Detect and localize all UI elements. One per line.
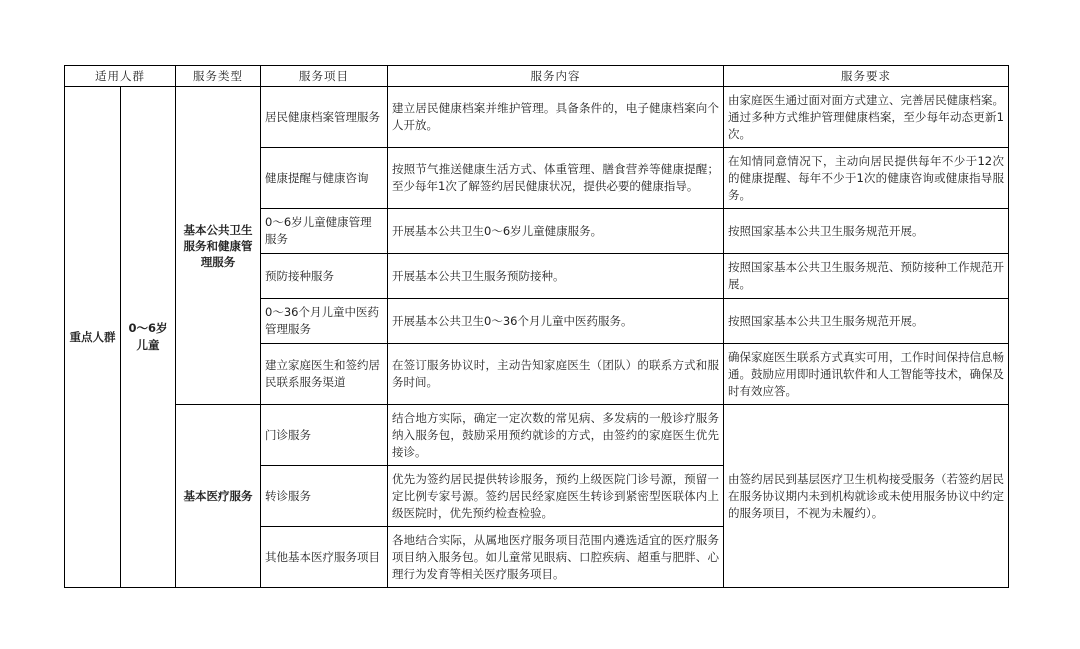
service-item: 转诊服务 — [261, 466, 388, 527]
service-item: 0～36个月儿童中医药管理服务 — [261, 299, 388, 344]
service-type-medical: 基本医疗服务 — [176, 405, 261, 588]
service-item: 其他基本医疗服务项目 — [261, 527, 388, 588]
service-content: 开展基本公共卫生服务预防接种。 — [388, 254, 724, 299]
service-requirement-medical: 由签约居民到基层医疗卫生机构接受服务（若签约居民在服务协议期内未到机构就诊或未使用服务协议中约定的服务项目，不视为未履约）。 — [724, 405, 1009, 588]
service-content: 结合地方实际，确定一定次数的常见病、多发病的一般诊疗服务纳入服务包，鼓励采用预约就诊的方式，由签约的家庭医生优先接诊。 — [388, 405, 724, 466]
header-population: 适用人群 — [65, 66, 176, 87]
service-requirement: 按照国家基本公共卫生服务规范开展。 — [724, 209, 1009, 254]
service-requirement: 按照国家基本公共卫生服务规范、预防接种工作规范开展。 — [724, 254, 1009, 299]
service-item: 门诊服务 — [261, 405, 388, 466]
service-content: 在签订服务协议时，主动告知家庭医生（团队）的联系方式和服务时间。 — [388, 344, 724, 405]
service-item: 建立家庭医生和签约居民联系服务渠道 — [261, 344, 388, 405]
service-content: 各地结合实际，从属地医疗服务项目范围内遴选适宜的医疗服务项目纳入服务包。如儿童常见眼病、口腔疾病、超重与肥胖、心理行为发育等相关医疗服务项目。 — [388, 527, 724, 588]
population-subgroup — [121, 87, 176, 588]
header-row — [65, 66, 1009, 87]
service-item: 预防接种服务 — [261, 254, 388, 299]
service-type-public-health: 基本公共卫生服务和健康管理服务 — [176, 87, 261, 405]
table-row — [65, 405, 1009, 466]
service-requirement: 由家庭医生通过面对面方式建立、完善居民健康档案。通过多种方式维护管理健康档案，至少每年动态更新1次。 — [724, 87, 1009, 148]
header-service-item: 服务项目 — [261, 66, 388, 87]
service-content: 开展基本公共卫生0～36个月儿童中医药服务。 — [388, 299, 724, 344]
header-service-type: 服务类型 — [176, 66, 261, 87]
service-requirement: 按照国家基本公共卫生服务规范开展。 — [724, 299, 1009, 344]
service-item: 居民健康档案管理服务 — [261, 87, 388, 148]
service-content: 建立居民健康档案并维护管理。具备条件的，电子健康档案向个人开放。 — [388, 87, 724, 148]
service-item: 0～6岁儿童健康管理服务 — [261, 209, 388, 254]
service-content: 按照节气推送健康生活方式、体重管理、膳食营养等健康提醒；至少每年1次了解签约居民健康状况，提供必要的健康指导。 — [388, 148, 724, 209]
service-content: 开展基本公共卫生0～6岁儿童健康服务。 — [388, 209, 724, 254]
population-subgroup-line2: 儿童 — [136, 338, 160, 352]
service-requirement: 确保家庭医生联系方式真实可用，工作时间保持信息畅通。鼓励应用即时通讯软件和人工智能等技术，确保及时有效应答。 — [724, 344, 1009, 405]
header-service-content: 服务内容 — [388, 66, 724, 87]
service-table — [64, 65, 1009, 588]
population-group: 重点人群 — [65, 87, 121, 588]
service-content: 优先为签约居民提供转诊服务，预约上级医院门诊号源，预留一定比例专家号源。签约居民经家庭医生转诊到紧密型医联体内上级医院时，优先预约检查检验。 — [388, 466, 724, 527]
service-item: 健康提醒与健康咨询 — [261, 148, 388, 209]
service-requirement: 在知情同意情况下，主动向居民提供每年不少于12次的健康提醒、每年不少于1次的健康咨询或健康指导服务。 — [724, 148, 1009, 209]
population-subgroup-line1: 0～6岁 — [128, 321, 168, 335]
table-row — [65, 87, 1009, 148]
header-service-requirement: 服务要求 — [724, 66, 1009, 87]
